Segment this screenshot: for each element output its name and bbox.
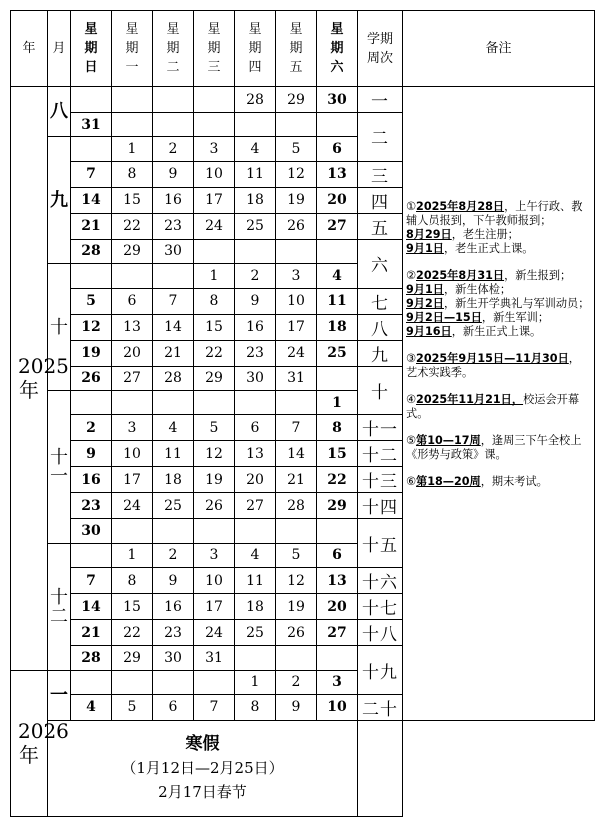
day-cell: 3 [276, 264, 317, 288]
day-cell: 12 [194, 441, 235, 467]
day-cell: 31 [71, 113, 112, 137]
day-cell: 25 [235, 620, 276, 646]
day-cell [235, 646, 276, 670]
day-cell: 21 [153, 340, 194, 366]
day-cell: 20 [235, 467, 276, 493]
day-cell: 17 [112, 467, 153, 493]
day-cell: 5 [194, 415, 235, 441]
day-cell [71, 543, 112, 567]
day-cell [71, 87, 112, 113]
day-cell: 15 [112, 594, 153, 620]
day-cell: 17 [194, 594, 235, 620]
day-cell: 28 [276, 493, 317, 519]
week-number-cell: 四 [358, 187, 403, 213]
day-cell: 5 [276, 543, 317, 567]
day-cell: 21 [276, 467, 317, 493]
year-2025-cell: 2025年 [11, 87, 48, 671]
day-cell: 9 [276, 694, 317, 720]
note-text: ，新生开学典礼与军训动员； [443, 297, 590, 310]
month-cell-jan: 一 [48, 670, 71, 720]
day-cell: 4 [71, 694, 112, 720]
week-number-cell: 二 [358, 113, 403, 162]
day-cell: 22 [194, 340, 235, 366]
day-cell: 30 [317, 87, 358, 113]
day-cell: 20 [317, 594, 358, 620]
week-number-cell: 十四 [358, 493, 403, 519]
day-cell: 12 [276, 161, 317, 187]
day-cell: 27 [317, 213, 358, 239]
day-cell: 10 [194, 568, 235, 594]
note-date: 第10—17周 [416, 434, 481, 447]
week-number-cell: 十七 [358, 594, 403, 620]
day-cell: 16 [153, 187, 194, 213]
day-cell [235, 113, 276, 137]
day-cell: 8 [235, 694, 276, 720]
note-text: ，艺术实践季。 [406, 352, 580, 379]
header-week-number: 学期周次 [358, 11, 403, 87]
day-cell: 27 [112, 366, 153, 390]
day-cell: 23 [235, 340, 276, 366]
day-cell: 28 [153, 366, 194, 390]
day-cell: 10 [317, 694, 358, 720]
day-cell [317, 366, 358, 390]
day-cell: 14 [71, 187, 112, 213]
week-number-cell: 五 [358, 213, 403, 239]
day-cell: 16 [71, 467, 112, 493]
day-cell: 10 [112, 441, 153, 467]
day-cell: 19 [194, 467, 235, 493]
day-cell: 2 [153, 137, 194, 161]
note-n3: ③2025年9月15日—11月30日，艺术实践季。 [406, 352, 580, 379]
holiday-row [11, 720, 595, 816]
note-text: ，新生报到； [504, 269, 572, 282]
day-cell: 28 [71, 239, 112, 263]
day-cell [317, 646, 358, 670]
header-wednesday: 星期三 [194, 11, 235, 87]
day-cell: 11 [235, 161, 276, 187]
day-cell: 30 [71, 519, 112, 543]
day-cell: 29 [112, 646, 153, 670]
day-cell: 2 [71, 415, 112, 441]
day-cell: 2 [235, 264, 276, 288]
note-n6: ⑥第18—20周，期末考试。 [406, 475, 548, 488]
school-calendar-table [10, 10, 595, 817]
day-cell: 6 [112, 288, 153, 314]
day-cell: 1 [112, 543, 153, 567]
note-text: ，新生军训； [481, 311, 550, 324]
week-number-cell: 八 [358, 314, 403, 340]
day-cell: 18 [317, 314, 358, 340]
week-number-cell: 十二 [358, 441, 403, 467]
day-cell: 10 [276, 288, 317, 314]
note-date: 9月1日 [406, 242, 444, 255]
day-cell: 9 [153, 161, 194, 187]
day-cell: 12 [276, 568, 317, 594]
day-cell: 26 [194, 493, 235, 519]
header-saturday: 星期六 [317, 11, 358, 87]
day-cell [112, 670, 153, 694]
month-cell-dec: 十二 [48, 543, 71, 670]
day-cell [71, 137, 112, 161]
day-cell: 29 [276, 87, 317, 113]
note-n2: ②2025年8月31日，新生报到； 9月1日，新生体检； 9月2日，新生开学典礼与军训动员； 9月2日—15日，新生军训； 9月16日，新生正式上课。 [406, 269, 590, 338]
holiday-notes-cell [358, 720, 403, 816]
day-cell [276, 390, 317, 414]
day-cell [194, 113, 235, 137]
day-cell: 2 [153, 543, 194, 567]
day-cell: 8 [194, 288, 235, 314]
day-cell: 8 [112, 568, 153, 594]
holiday-cell [48, 720, 358, 816]
day-cell: 17 [276, 314, 317, 340]
week-number-cell: 一 [358, 87, 403, 113]
day-cell: 21 [71, 213, 112, 239]
day-cell: 25 [153, 493, 194, 519]
day-cell: 15 [112, 187, 153, 213]
day-cell: 6 [317, 137, 358, 161]
holiday-range: （1月12日—2月25日） [121, 759, 284, 778]
day-cell: 3 [317, 670, 358, 694]
day-cell: 31 [276, 366, 317, 390]
note-date: 9月1日 [406, 283, 444, 296]
day-cell: 23 [153, 620, 194, 646]
day-cell: 15 [194, 314, 235, 340]
day-cell: 25 [317, 340, 358, 366]
week-number-cell: 十五 [358, 519, 403, 568]
day-cell: 5 [71, 288, 112, 314]
day-cell: 13 [317, 161, 358, 187]
day-cell [112, 87, 153, 113]
day-cell: 16 [235, 314, 276, 340]
day-cell: 24 [112, 493, 153, 519]
day-cell: 22 [317, 467, 358, 493]
day-cell [153, 264, 194, 288]
day-cell: 11 [317, 288, 358, 314]
day-cell [276, 239, 317, 263]
day-cell: 1 [194, 264, 235, 288]
day-cell: 13 [112, 314, 153, 340]
day-cell [235, 390, 276, 414]
note-text: ，新生体检； [443, 283, 512, 296]
day-cell: 26 [276, 620, 317, 646]
day-cell: 10 [194, 161, 235, 187]
day-cell: 7 [71, 161, 112, 187]
day-cell [194, 87, 235, 113]
month-cell-sep: 九 [48, 137, 71, 264]
day-cell: 27 [235, 493, 276, 519]
day-cell: 20 [317, 187, 358, 213]
day-cell: 18 [235, 187, 276, 213]
day-cell: 29 [112, 239, 153, 263]
day-cell: 14 [71, 594, 112, 620]
day-cell [194, 519, 235, 543]
day-cell: 20 [112, 340, 153, 366]
header-sunday: 星期日 [71, 11, 112, 87]
note-n4: ④2025年11月21日，校运会开幕式。 [406, 393, 580, 420]
day-cell: 5 [112, 694, 153, 720]
note-date: 9月16日 [406, 325, 452, 338]
week-number-cell: 十六 [358, 568, 403, 594]
day-cell: 8 [317, 415, 358, 441]
header-thursday: 星期四 [235, 11, 276, 87]
note-date: 2025年8月28日 [416, 200, 505, 213]
day-cell: 7 [153, 288, 194, 314]
day-cell: 3 [194, 137, 235, 161]
day-cell: 18 [235, 594, 276, 620]
holiday-festival: 2月17日春节 [158, 783, 247, 802]
day-cell: 1 [317, 390, 358, 414]
day-cell: 26 [276, 213, 317, 239]
day-cell [235, 239, 276, 263]
day-cell: 14 [276, 441, 317, 467]
day-cell: 16 [153, 594, 194, 620]
day-cell: 28 [235, 87, 276, 113]
notes-cell [403, 87, 595, 721]
day-cell [112, 113, 153, 137]
week-number-cell: 十 [358, 366, 403, 415]
day-cell: 4 [235, 543, 276, 567]
day-cell: 17 [194, 187, 235, 213]
day-cell [153, 113, 194, 137]
note-n1: ①2025年8月28日，上午行政、教辅人员报到，下午教师报到； 8月29日，老生注册； 9月1日，老生正式上课。 [406, 200, 583, 255]
week-number-cell: 二十 [358, 694, 403, 720]
day-cell: 1 [112, 137, 153, 161]
day-cell: 25 [235, 213, 276, 239]
day-cell [276, 646, 317, 670]
week-number-cell: 三 [358, 161, 403, 187]
day-cell: 19 [71, 340, 112, 366]
week-number-cell: 十一 [358, 415, 403, 441]
day-cell [71, 264, 112, 288]
day-cell: 19 [276, 187, 317, 213]
note-n5: ⑤第10—17周，逢周三下午全校上《形势与政策》课。 [406, 434, 582, 461]
week-row [11, 87, 595, 113]
day-cell [194, 239, 235, 263]
day-cell: 24 [194, 620, 235, 646]
day-cell [153, 87, 194, 113]
note-date: 8月29日 [406, 228, 452, 241]
header-year: 年 [11, 11, 48, 87]
day-cell: 7 [276, 415, 317, 441]
note-date: 第18—20周 [416, 475, 481, 488]
year-2026-cell: 2026年 [11, 670, 48, 816]
day-cell: 4 [317, 264, 358, 288]
day-cell [317, 519, 358, 543]
day-cell: 27 [317, 620, 358, 646]
day-cell: 11 [153, 441, 194, 467]
day-cell [317, 113, 358, 137]
month-cell-oct: 十 [48, 264, 71, 391]
day-cell: 21 [71, 620, 112, 646]
day-cell [276, 113, 317, 137]
day-cell [235, 519, 276, 543]
note-text: ，老生注册； [451, 228, 519, 241]
note-date: 9月2日 [406, 297, 444, 310]
day-cell: 9 [235, 288, 276, 314]
header-monday: 星期一 [112, 11, 153, 87]
day-cell [153, 390, 194, 414]
month-cell-aug: 八 [48, 87, 71, 137]
header-month: 月 [48, 11, 71, 87]
day-cell [112, 390, 153, 414]
day-cell: 4 [153, 415, 194, 441]
day-cell: 7 [194, 694, 235, 720]
day-cell [71, 670, 112, 694]
week-number-cell: 十三 [358, 467, 403, 493]
day-cell [317, 239, 358, 263]
day-cell [71, 390, 112, 414]
week-number-cell: 七 [358, 288, 403, 314]
day-cell: 24 [276, 340, 317, 366]
day-cell: 26 [71, 366, 112, 390]
day-cell: 6 [153, 694, 194, 720]
note-date: 2025年11月21日， [416, 393, 524, 406]
day-cell [112, 264, 153, 288]
day-cell: 22 [112, 213, 153, 239]
day-cell: 28 [71, 646, 112, 670]
note-text: ，期末考试。 [480, 475, 548, 488]
note-date: 9月2日—15日 [406, 311, 482, 324]
week-number-cell: 九 [358, 340, 403, 366]
day-cell: 3 [194, 543, 235, 567]
day-cell: 30 [235, 366, 276, 390]
day-cell: 1 [235, 670, 276, 694]
day-cell [112, 519, 153, 543]
header-notes: 备注 [403, 11, 595, 87]
day-cell: 6 [317, 543, 358, 567]
header-tuesday: 星期二 [153, 11, 194, 87]
day-cell [194, 390, 235, 414]
note-text: ，新生正式上课。 [451, 325, 542, 338]
week-number-cell: 六 [358, 239, 403, 288]
week-number-cell: 十九 [358, 646, 403, 695]
day-cell: 23 [71, 493, 112, 519]
day-cell: 8 [112, 161, 153, 187]
note-text: ，逢周三下午全校上《形势与政策》课。 [406, 434, 582, 461]
day-cell: 19 [276, 594, 317, 620]
day-cell: 9 [71, 441, 112, 467]
day-cell: 29 [194, 366, 235, 390]
day-cell [153, 670, 194, 694]
month-cell-nov: 十一 [48, 390, 71, 543]
day-cell: 12 [71, 314, 112, 340]
day-cell [194, 670, 235, 694]
day-cell: 31 [194, 646, 235, 670]
day-cell: 5 [276, 137, 317, 161]
day-cell [276, 519, 317, 543]
day-cell: 7 [71, 568, 112, 594]
note-date: 2025年9月15日—11月30日 [416, 352, 569, 365]
day-cell: 24 [194, 213, 235, 239]
day-cell: 13 [317, 568, 358, 594]
holiday-title: 寒假 [185, 734, 220, 755]
day-cell: 15 [317, 441, 358, 467]
note-text: 校运会开幕式。 [406, 393, 580, 420]
day-cell: 3 [112, 415, 153, 441]
day-cell: 2 [276, 670, 317, 694]
day-cell: 9 [153, 568, 194, 594]
day-cell: 18 [153, 467, 194, 493]
day-cell [153, 519, 194, 543]
day-cell: 13 [235, 441, 276, 467]
header-friday: 星期五 [276, 11, 317, 87]
note-date: 2025年8月31日 [416, 269, 505, 282]
day-cell: 23 [153, 213, 194, 239]
day-cell: 22 [112, 620, 153, 646]
day-cell: 4 [235, 137, 276, 161]
day-cell: 30 [153, 646, 194, 670]
day-cell: 29 [317, 493, 358, 519]
day-cell: 14 [153, 314, 194, 340]
day-cell: 11 [235, 568, 276, 594]
note-text: ，老生正式上课。 [443, 242, 534, 255]
day-cell: 30 [153, 239, 194, 263]
week-number-cell: 十八 [358, 620, 403, 646]
day-cell: 6 [235, 415, 276, 441]
note-text: ，上午行政、教辅人员报到，下午教师报到； [406, 200, 583, 227]
calendar-body [11, 87, 595, 817]
